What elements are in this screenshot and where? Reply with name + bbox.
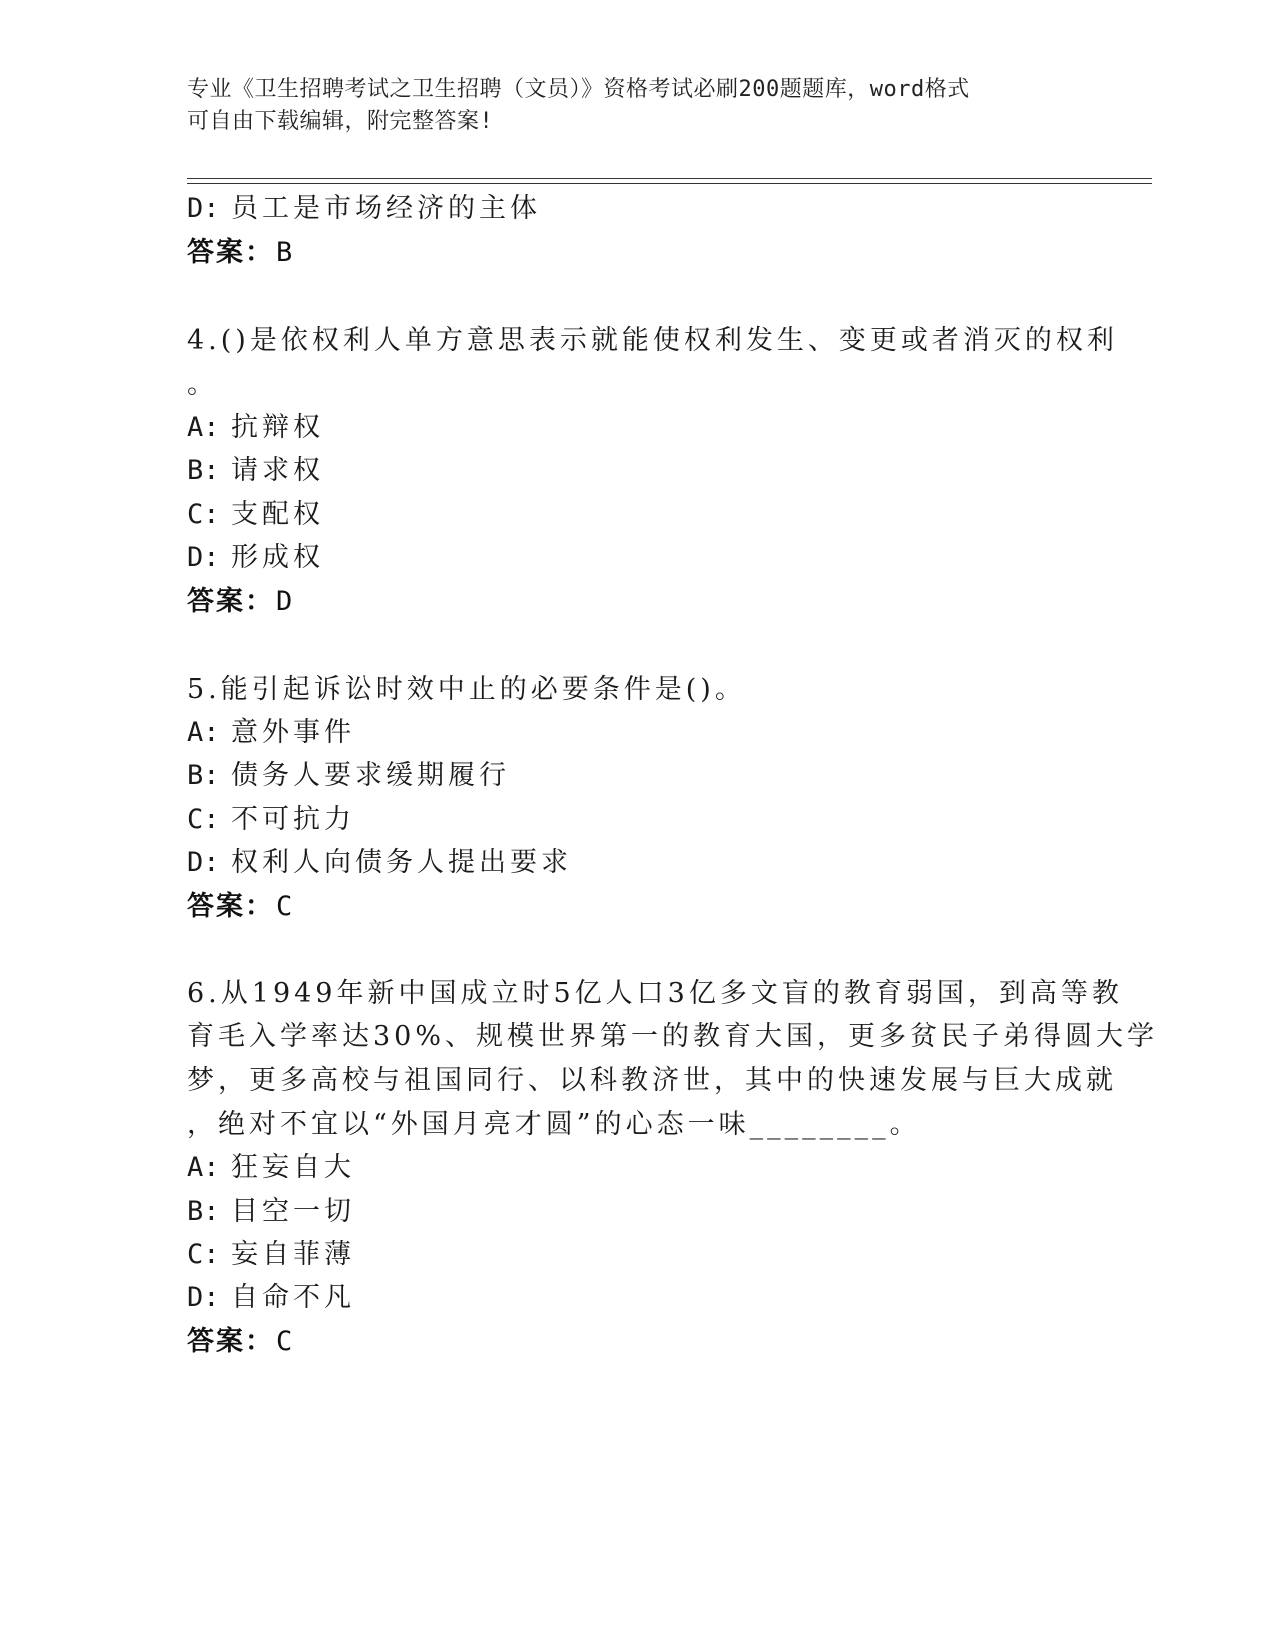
q4-option-d: D: 形成权 xyxy=(187,542,324,573)
q5-option-d: D: 权利人向债务人提出要求 xyxy=(187,847,572,878)
q6-option-c: C: 妄自菲薄 xyxy=(187,1239,355,1270)
q6-text-line-3: 梦，更多高校与祖国同行、以科教济世，其中的快速发展与巨大成就 xyxy=(187,1065,1117,1096)
header-line-1: 专业《卫生招聘考试之卫生招聘（文员）》资格考试必刷200题题库，word格式 xyxy=(187,77,970,102)
prev-option-d: D: 员工是市场经济的主体 xyxy=(187,193,541,224)
q4-option-b: B: 请求权 xyxy=(187,455,324,486)
q6-text-line-2: 育毛入学率达30%、规模世界第一的教育大国，更多贫民子弟得圆大学 xyxy=(187,1021,1159,1052)
q4-option-c: C: 支配权 xyxy=(187,499,324,530)
q4-option-a: A: 抗辩权 xyxy=(187,412,324,443)
q4-text-line-1: 4.()是依权利人单方意思表示就能使权利发生、变更或者消灭的权利 xyxy=(187,325,1118,356)
q5-answer-value: C xyxy=(276,891,293,922)
prev-option-d-text: 员工是市场经济的主体 xyxy=(231,193,541,224)
q6-option-a: A: 狂妄自大 xyxy=(187,1152,355,1183)
prev-answer-value: B xyxy=(276,237,293,268)
q4-answer-value: D xyxy=(276,586,293,617)
q4-text-line-2: 。 xyxy=(187,369,218,400)
q5-text-line-1: 5.能引起诉讼时效中止的必要条件是()。 xyxy=(187,674,746,705)
q5-answer: 答案：C xyxy=(187,891,293,922)
q6-option-d: D: 自命不凡 xyxy=(187,1282,355,1313)
q6-text-line-1: 6.从1949年新中国成立时5亿人口3亿多文盲的教育弱国，到高等教 xyxy=(187,978,1123,1009)
header-line-2: 可自由下载编辑，附完整答案! xyxy=(187,109,494,134)
q6-answer-value: C xyxy=(276,1326,293,1357)
document-header xyxy=(187,74,1087,138)
q6-option-b: B: 目空一切 xyxy=(187,1196,355,1227)
q5-option-b: B: 债务人要求缓期履行 xyxy=(187,760,510,791)
q6-text-line-4: ，绝对不宜以“外国月亮才圆”的心态一味________。 xyxy=(187,1109,921,1140)
q5-option-a: A: 意外事件 xyxy=(187,717,355,748)
prev-answer: 答案：B xyxy=(187,237,293,268)
header-divider-top xyxy=(187,178,1152,179)
header-divider-bottom xyxy=(187,183,1152,184)
q4-answer: 答案：D xyxy=(187,586,293,617)
q5-option-c: C: 不可抗力 xyxy=(187,804,355,835)
q6-answer: 答案：C xyxy=(187,1326,293,1357)
